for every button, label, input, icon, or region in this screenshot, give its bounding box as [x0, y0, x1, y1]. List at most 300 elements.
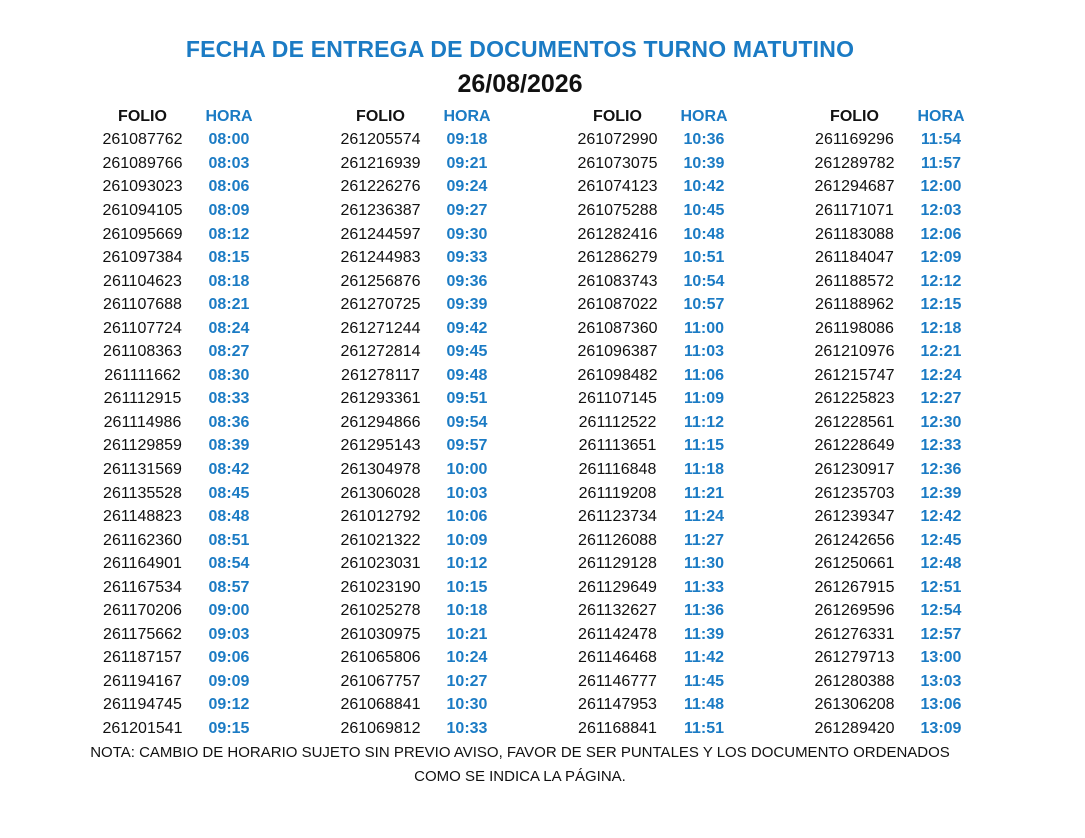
hora-cell: 11:00: [683, 319, 725, 337]
folio-cell: 261142478: [578, 625, 657, 643]
table-row: [561, 717, 761, 741]
hora-cell: 08:06: [208, 178, 250, 196]
hora-cell: 11:06: [683, 366, 725, 384]
table-row: [561, 694, 761, 718]
folio-cell: 261107145: [578, 390, 657, 408]
hora-cell: 10:39: [683, 154, 725, 172]
hora-cell: 10:03: [446, 484, 488, 502]
table-row: [561, 246, 761, 270]
hora-cell: 10:54: [683, 272, 725, 290]
folio-cell: 261065806: [340, 649, 421, 667]
folio-cell: 261235703: [814, 484, 895, 502]
hora-cell: 08:12: [208, 225, 250, 243]
hora-cell: 10:33: [446, 719, 488, 737]
folio-cell: 261131569: [103, 460, 182, 478]
table-row: [324, 340, 524, 364]
folio-cell: 261119208: [578, 484, 657, 502]
folio-cell: 261068841: [340, 696, 421, 714]
table-row: [86, 505, 286, 529]
folio-cell: 261194167: [103, 672, 182, 690]
folio-cell: 261012792: [340, 508, 421, 526]
table-row: [798, 388, 998, 412]
folio-cell: 261228561: [814, 413, 895, 431]
table-row: [86, 293, 286, 317]
table-row: [561, 223, 761, 247]
table-row: [561, 199, 761, 223]
table-row: [561, 129, 761, 153]
hora-cell: 08:27: [208, 343, 250, 361]
table-row: [561, 152, 761, 176]
table-row: [324, 411, 524, 435]
folio-cell: 261170206: [103, 602, 182, 620]
folio-cell: 261198086: [815, 319, 894, 337]
table-row: [561, 529, 761, 553]
folio-cell: 261167534: [103, 578, 182, 596]
folio-cell: 261205574: [340, 131, 421, 149]
table-row: [798, 529, 998, 553]
table-row: [561, 435, 761, 459]
folio-cell: 261306028: [340, 484, 421, 502]
table-row: [86, 270, 286, 294]
table-row: [324, 435, 524, 459]
table-row: [798, 223, 998, 247]
table-row: [324, 129, 524, 153]
folio-cell: 261107688: [103, 296, 182, 314]
table-row: [324, 670, 524, 694]
table-row: [561, 270, 761, 294]
folio-cell: 261276331: [814, 625, 895, 643]
table-row: [798, 482, 998, 506]
hora-cell: 08:48: [208, 508, 250, 526]
folio-cell: 261097384: [102, 249, 183, 267]
table-row: [324, 647, 524, 671]
table-row: [561, 647, 761, 671]
table-row: [86, 694, 286, 718]
folio-cell: 261095669: [102, 225, 183, 243]
folio-cell: 261104623: [103, 272, 182, 290]
hora-header: HORA: [443, 107, 491, 125]
schedule-column-1: [86, 105, 286, 741]
folio-cell: 261289420: [814, 719, 895, 737]
hora-cell: 10:15: [446, 578, 488, 596]
table-row: [86, 435, 286, 459]
folio-cell: 261129649: [578, 578, 657, 596]
column-header: [86, 105, 286, 129]
table-row: [324, 317, 524, 341]
table-row: [798, 364, 998, 388]
hora-cell: 12:12: [920, 272, 962, 290]
folio-cell: 261025278: [340, 602, 421, 620]
folio-cell: 261087762: [102, 131, 183, 149]
table-row: [798, 458, 998, 482]
folio-cell: 261107724: [103, 319, 182, 337]
folio-cell: 261295143: [340, 437, 421, 455]
table-row: [86, 152, 286, 176]
folio-cell: 261225823: [814, 390, 895, 408]
hora-cell: 12:00: [920, 178, 962, 196]
folio-cell: 261228649: [814, 437, 895, 455]
hora-cell: 08:36: [208, 413, 250, 431]
hora-cell: 09:18: [446, 131, 488, 149]
hora-cell: 09:06: [208, 649, 250, 667]
table-row: [798, 552, 998, 576]
table-row: [561, 482, 761, 506]
table-row: [561, 340, 761, 364]
hora-cell: 10:24: [446, 649, 488, 667]
folio-cell: 261111662: [104, 366, 181, 384]
folio-header: FOLIO: [118, 107, 167, 125]
folio-cell: 261270725: [340, 296, 421, 314]
folio-cell: 261236387: [340, 201, 421, 219]
note: [0, 741, 1040, 789]
folio-cell: 261169296: [815, 131, 894, 149]
table-row: [561, 293, 761, 317]
table-row: [324, 529, 524, 553]
hora-cell: 08:51: [208, 531, 250, 549]
hora-cell: 12:51: [920, 578, 962, 596]
hora-cell: 11:33: [683, 578, 725, 596]
table-row: [561, 599, 761, 623]
table-row: [324, 270, 524, 294]
table-row: [561, 411, 761, 435]
table-row: [561, 388, 761, 412]
hora-cell: 09:09: [208, 672, 250, 690]
table-row: [798, 435, 998, 459]
hora-cell: 09:00: [208, 602, 250, 620]
table-row: [798, 623, 998, 647]
table-row: [798, 246, 998, 270]
hora-cell: 11:36: [683, 602, 725, 620]
hora-cell: 08:42: [208, 460, 250, 478]
folio-cell: 261073075: [577, 154, 658, 172]
schedule-column-2: [324, 105, 524, 741]
folio-cell: 261188572: [815, 272, 894, 290]
schedule-column-4: [798, 105, 998, 741]
hora-cell: 10:48: [683, 225, 725, 243]
hora-cell: 09:27: [446, 201, 488, 219]
hora-cell: 09:12: [208, 696, 250, 714]
hora-cell: 08:09: [208, 201, 250, 219]
table-row: [798, 270, 998, 294]
hora-cell: 08:39: [208, 437, 250, 455]
table-row: [86, 482, 286, 506]
table-row: [324, 458, 524, 482]
hora-cell: 12:39: [920, 484, 962, 502]
folio-cell: 261244983: [340, 249, 421, 267]
hora-cell: 09:24: [446, 178, 488, 196]
hora-cell: 11:18: [683, 460, 725, 478]
table-row: [561, 364, 761, 388]
folio-cell: 261293361: [340, 390, 421, 408]
hora-header: HORA: [205, 107, 253, 125]
folio-cell: 261210976: [814, 343, 895, 361]
table-row: [86, 670, 286, 694]
folio-cell: 261093023: [102, 178, 183, 196]
table-row: [561, 458, 761, 482]
hora-cell: 11:03: [683, 343, 725, 361]
table-row: [798, 340, 998, 364]
folio-cell: 261135528: [103, 484, 182, 502]
hora-cell: 09:51: [446, 390, 488, 408]
hora-cell: 09:33: [446, 249, 488, 267]
table-row: [324, 623, 524, 647]
folio-cell: 261030975: [340, 625, 421, 643]
folio-cell: 261096387: [577, 343, 658, 361]
table-row: [86, 717, 286, 741]
hora-cell: 12:27: [920, 390, 962, 408]
folio-cell: 261271244: [340, 319, 421, 337]
table-row: [86, 364, 286, 388]
folio-cell: 261129859: [103, 437, 182, 455]
folio-cell: 261098482: [577, 366, 658, 384]
folio-cell: 261112915: [103, 390, 182, 408]
hora-cell: 12:03: [920, 201, 962, 219]
folio-cell: 261069812: [340, 719, 421, 737]
hora-cell: 09:03: [208, 625, 250, 643]
folio-cell: 261113651: [578, 437, 657, 455]
table-row: [86, 388, 286, 412]
table-row: [798, 152, 998, 176]
column-header: [561, 105, 761, 129]
folio-header: FOLIO: [356, 107, 405, 125]
table-row: [561, 576, 761, 600]
hora-cell: 11:39: [683, 625, 725, 643]
folio-cell: 261171071: [815, 201, 894, 219]
note-line-1: NOTA: CAMBIO DE HORARIO SUJETO SIN PREVIO AVISO, FAVOR DE SER PUNTALES Y LOS DOCUMENTO ORDENADOS: [90, 744, 950, 761]
hora-cell: 12:06: [920, 225, 962, 243]
folio-header: FOLIO: [593, 107, 642, 125]
folio-cell: 261226276: [340, 178, 421, 196]
table-row: [86, 647, 286, 671]
table-row: [324, 694, 524, 718]
hora-cell: 12:57: [920, 625, 962, 643]
hora-cell: 08:18: [208, 272, 250, 290]
hora-cell: 09:42: [446, 319, 488, 337]
folio-cell: 261183088: [815, 225, 894, 243]
folio-cell: 261087022: [577, 296, 658, 314]
hora-cell: 12:09: [920, 249, 962, 267]
table-row: [798, 317, 998, 341]
folio-cell: 261256876: [340, 272, 421, 290]
table-row: [86, 199, 286, 223]
hora-cell: 11:42: [683, 649, 725, 667]
hora-cell: 10:57: [683, 296, 725, 314]
table-row: [798, 647, 998, 671]
hora-cell: 13:03: [920, 672, 962, 690]
folio-cell: 261280388: [814, 672, 895, 690]
hora-cell: 12:24: [920, 366, 962, 384]
folio-cell: 261126088: [578, 531, 657, 549]
hora-cell: 12:21: [920, 343, 962, 361]
folio-cell: 261188962: [815, 296, 894, 314]
table-row: [561, 623, 761, 647]
folio-cell: 261306208: [814, 696, 895, 714]
folio-cell: 261148823: [103, 508, 182, 526]
folio-cell: 261164901: [103, 555, 182, 573]
table-row: [324, 388, 524, 412]
folio-cell: 261072990: [577, 131, 658, 149]
folio-cell: 261250661: [814, 555, 895, 573]
table-row: [86, 340, 286, 364]
folio-cell: 261184047: [815, 249, 894, 267]
hora-cell: 12:15: [920, 296, 962, 314]
table-row: [86, 129, 286, 153]
hora-cell: 11:45: [683, 672, 725, 690]
folio-cell: 261286279: [577, 249, 658, 267]
hora-cell: 12:48: [920, 555, 962, 573]
hora-cell: 10:09: [446, 531, 488, 549]
folio-cell: 261074123: [577, 178, 658, 196]
folio-cell: 261242656: [814, 531, 895, 549]
hora-cell: 11:30: [683, 555, 725, 573]
folio-cell: 261175662: [103, 625, 182, 643]
table-row: [798, 717, 998, 741]
note-line-2: COMO SE INDICA LA PÁGINA.: [414, 768, 626, 785]
table-row: [798, 599, 998, 623]
delivery-date: 26/08/2026: [457, 70, 583, 98]
folio-cell: 261112522: [578, 413, 657, 431]
folio-cell: 261269596: [814, 602, 895, 620]
hora-cell: 10:42: [683, 178, 725, 196]
hora-cell: 11:51: [683, 719, 725, 737]
folio-cell: 261162360: [103, 531, 182, 549]
table-row: [324, 505, 524, 529]
folio-cell: 261129128: [578, 555, 657, 573]
folio-cell: 261230917: [814, 460, 895, 478]
hora-cell: 08:15: [208, 249, 250, 267]
folio-cell: 261239347: [814, 508, 895, 526]
hora-cell: 12:45: [920, 531, 962, 549]
hora-cell: 08:21: [208, 296, 250, 314]
folio-cell: 261272814: [340, 343, 421, 361]
folio-cell: 261067757: [340, 672, 421, 690]
hora-cell: 10:12: [446, 555, 488, 573]
table-row: [798, 199, 998, 223]
hora-cell: 08:57: [208, 578, 250, 596]
hora-cell: 10:06: [446, 508, 488, 526]
hora-cell: 12:36: [920, 460, 962, 478]
folio-cell: 261294866: [340, 413, 421, 431]
table-row: [561, 552, 761, 576]
hora-cell: 08:24: [208, 319, 250, 337]
table-row: [324, 599, 524, 623]
folio-header: FOLIO: [830, 107, 879, 125]
table-row: [561, 176, 761, 200]
folio-cell: 261089766: [102, 154, 183, 172]
schedule-column-3: [561, 105, 761, 741]
column-header: [798, 105, 998, 129]
folio-cell: 261282416: [577, 225, 658, 243]
folio-cell: 261201541: [102, 719, 183, 737]
hora-cell: 13:00: [920, 649, 962, 667]
table-row: [86, 223, 286, 247]
table-row: [324, 364, 524, 388]
hora-cell: 11:12: [683, 413, 725, 431]
folio-cell: 261108363: [103, 343, 182, 361]
hora-cell: 10:18: [446, 602, 488, 620]
table-row: [324, 176, 524, 200]
folio-cell: 261244597: [340, 225, 421, 243]
hora-cell: 12:18: [920, 319, 962, 337]
hora-cell: 10:36: [683, 131, 725, 149]
table-row: [324, 293, 524, 317]
hora-cell: 08:30: [208, 366, 250, 384]
hora-cell: 08:54: [208, 555, 250, 573]
folio-cell: 261087360: [577, 319, 658, 337]
folio-cell: 261123734: [578, 508, 657, 526]
folio-cell: 261146468: [578, 649, 657, 667]
folio-cell: 261083743: [577, 272, 658, 290]
table-row: [324, 199, 524, 223]
folio-cell: 261146777: [578, 672, 657, 690]
folio-cell: 261267915: [814, 578, 895, 596]
table-row: [86, 552, 286, 576]
hora-cell: 09:48: [446, 366, 488, 384]
hora-cell: 09:39: [446, 296, 488, 314]
folio-cell: 261278117: [341, 366, 420, 384]
hora-cell: 10:51: [683, 249, 725, 267]
hora-cell: 09:57: [446, 437, 488, 455]
folio-cell: 261216939: [340, 154, 421, 172]
page-title: FECHA DE ENTREGA DE DOCUMENTOS TURNO MATUTINO: [185, 36, 855, 62]
table-row: [86, 576, 286, 600]
table-row: [324, 576, 524, 600]
table-row: [798, 411, 998, 435]
table-row: [798, 670, 998, 694]
hora-cell: 09:54: [446, 413, 488, 431]
hora-cell: 12:33: [920, 437, 962, 455]
folio-cell: 261304978: [340, 460, 421, 478]
hora-header: HORA: [680, 107, 728, 125]
folio-cell: 261187157: [103, 649, 182, 667]
hora-cell: 11:57: [920, 154, 962, 172]
hora-cell: 08:45: [208, 484, 250, 502]
table-row: [324, 552, 524, 576]
hora-cell: 11:54: [920, 131, 962, 149]
folio-cell: 261132627: [578, 602, 657, 620]
hora-cell: 13:06: [920, 696, 962, 714]
table-row: [798, 293, 998, 317]
table-row: [561, 317, 761, 341]
hora-cell: 11:21: [683, 484, 725, 502]
folio-cell: 261147953: [578, 696, 657, 714]
hora-cell: 09:15: [208, 719, 250, 737]
hora-cell: 10:27: [446, 672, 488, 690]
hora-cell: 12:30: [920, 413, 962, 431]
hora-cell: 11:27: [683, 531, 725, 549]
hora-cell: 10:00: [446, 460, 488, 478]
table-row: [798, 129, 998, 153]
folio-cell: 261075288: [577, 201, 658, 219]
table-row: [324, 482, 524, 506]
hora-cell: 11:09: [683, 390, 725, 408]
table-row: [324, 246, 524, 270]
table-row: [86, 599, 286, 623]
hora-cell: 11:48: [683, 696, 725, 714]
table-row: [324, 717, 524, 741]
table-row: [324, 152, 524, 176]
hora-cell: 08:33: [208, 390, 250, 408]
hora-cell: 12:42: [920, 508, 962, 526]
folio-cell: 261294687: [814, 178, 895, 196]
table-row: [798, 505, 998, 529]
hora-cell: 09:30: [446, 225, 488, 243]
table-row: [86, 623, 286, 647]
hora-cell: 11:15: [683, 437, 725, 455]
table-row: [561, 670, 761, 694]
table-row: [561, 505, 761, 529]
table-row: [86, 246, 286, 270]
